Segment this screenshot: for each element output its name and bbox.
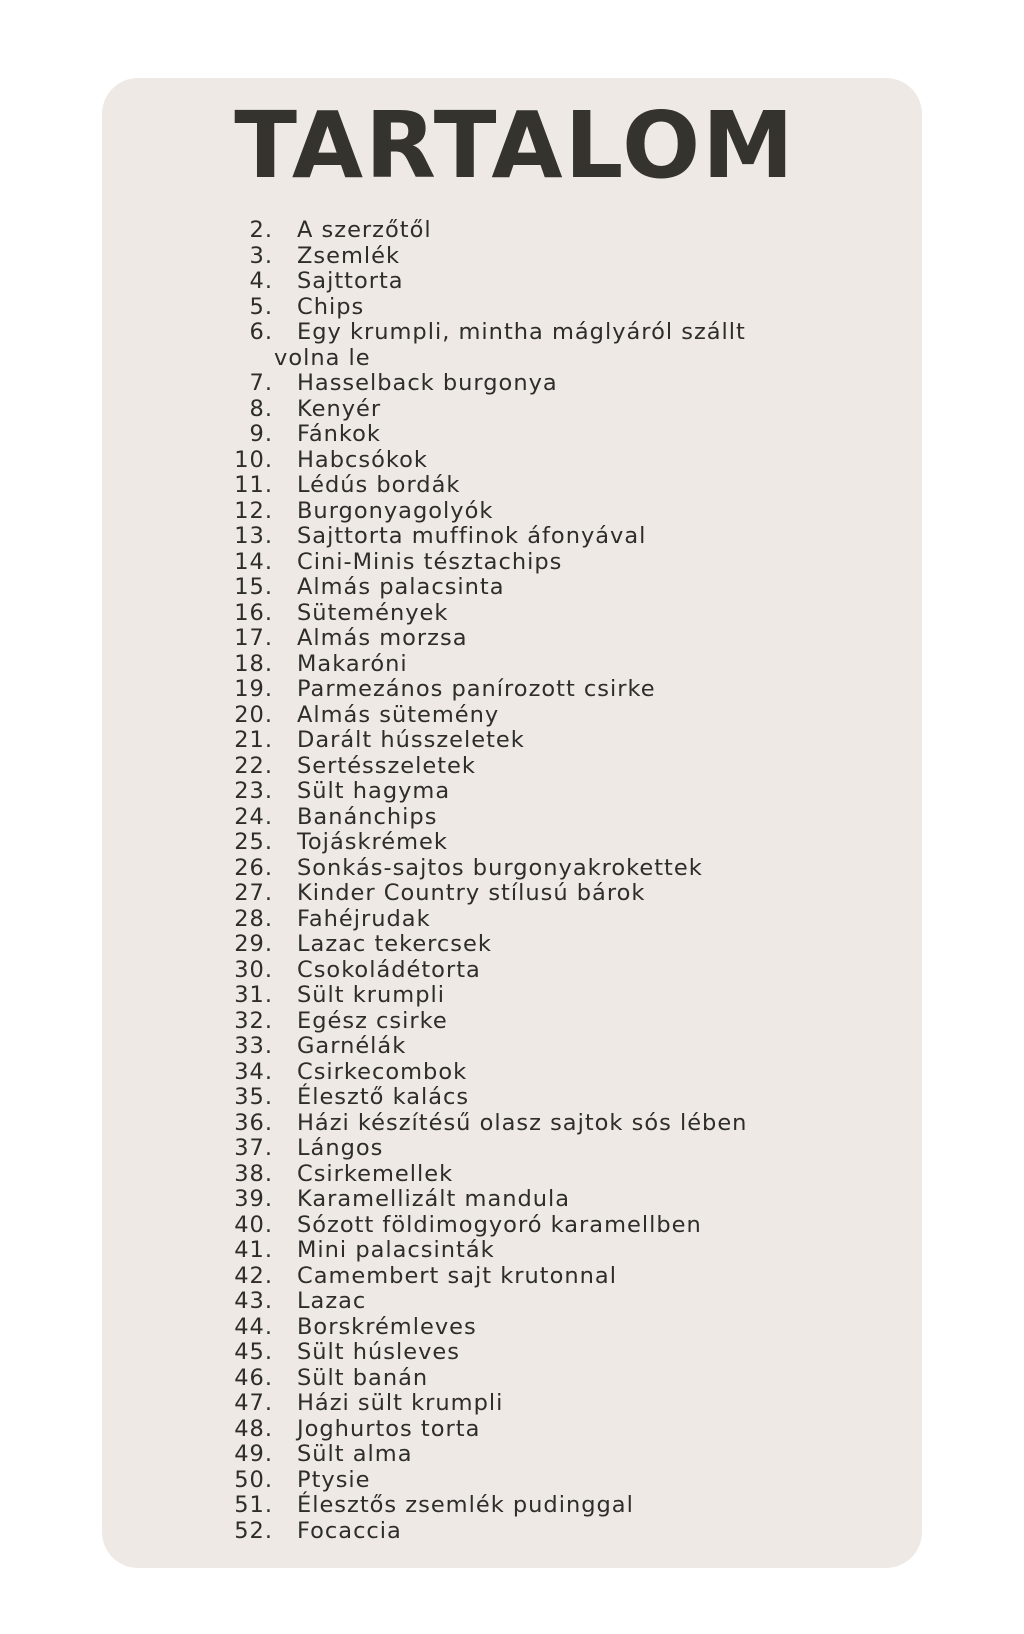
toc-item-label: Egy krumpli, mintha máglyáról szállt (297, 319, 746, 345)
toc-item-label: Focaccia (297, 1517, 402, 1544)
toc-item-number: 49. (234, 1441, 273, 1467)
toc-item-number: 34. (234, 1058, 273, 1085)
toc-item (0, 958, 1024, 984)
toc-item-number: 17. (234, 625, 273, 651)
toc-item (0, 1009, 1024, 1035)
toc-item (0, 856, 1024, 882)
toc-item-number: 4. (249, 268, 273, 294)
toc-item-label: Sütemények (297, 599, 449, 626)
toc-item-number: 46. (234, 1364, 273, 1391)
toc-item-label: Makaróni (297, 650, 408, 677)
toc-item (0, 499, 1024, 525)
toc-item (0, 703, 1024, 729)
toc-item-number: 27. (234, 880, 273, 906)
toc-item-number: 19. (234, 676, 273, 702)
toc-item (0, 601, 1024, 627)
toc-item (0, 1162, 1024, 1188)
toc-item (0, 397, 1024, 423)
toc-item-number: 45. (234, 1339, 273, 1365)
toc-item (0, 1366, 1024, 1392)
toc-item-number: 22. (234, 752, 273, 779)
toc-item-number: 41. (234, 1237, 273, 1263)
toc-item-label: Burgonyagolyók (297, 497, 494, 524)
toc-item-number: 26. (234, 854, 273, 881)
toc-item (0, 983, 1024, 1009)
toc-item-label: Kenyér (297, 395, 382, 422)
toc-item-label: Házi készítésű olasz sajtok sós lében (297, 1109, 748, 1136)
toc-item (0, 728, 1024, 754)
toc-item-label: Sonkás-sajtos burgonyakrokettek (297, 854, 703, 881)
toc-item-number: 47. (234, 1390, 273, 1416)
toc-item-number: 42. (234, 1262, 273, 1289)
toc-item-number: 16. (234, 599, 273, 626)
toc-item-number: 5. (249, 293, 273, 320)
toc-item-label: Cini-Minis tésztachips (297, 548, 563, 575)
toc-item-number: 15. (234, 574, 273, 600)
toc-item-number: 13. (234, 523, 273, 549)
toc-item-number: 24. (234, 803, 273, 830)
toc-item (0, 1085, 1024, 1111)
table-of-contents (0, 218, 1024, 1544)
toc-item (0, 1264, 1024, 1290)
toc-item-label: Sajttorta muffinok áfonyával (297, 523, 647, 549)
toc-item (0, 1417, 1024, 1443)
toc-item-number: 20. (234, 701, 273, 728)
toc-item-number: 8. (249, 395, 273, 422)
toc-item (0, 1034, 1024, 1060)
toc-item-label: Parmezános panírozott csirke (297, 676, 656, 702)
toc-item (0, 830, 1024, 856)
toc-item-label: Ptysie (297, 1466, 371, 1493)
toc-item-label: Fahéjrudak (297, 905, 431, 932)
toc-item (0, 575, 1024, 601)
toc-item-label: Lédús bordák (297, 472, 461, 498)
toc-item-label-continuation: volna le (274, 344, 371, 371)
toc-item-number: 23. (234, 778, 273, 804)
toc-item-label: Sült alma (297, 1441, 413, 1467)
toc-item (0, 1289, 1024, 1315)
toc-item-number: 21. (234, 727, 273, 753)
toc-item-number: 51. (234, 1492, 273, 1518)
toc-item (0, 1187, 1024, 1213)
toc-item (0, 448, 1024, 474)
toc-item-number: 43. (234, 1288, 273, 1314)
toc-item (0, 524, 1024, 550)
toc-item (0, 1111, 1024, 1137)
toc-item-label: Sült krumpli (297, 982, 446, 1008)
toc-item (0, 1442, 1024, 1468)
toc-item-number: 2. (249, 217, 273, 243)
toc-item-label: Lángos (297, 1135, 384, 1161)
toc-item-number: 7. (249, 370, 273, 396)
toc-item-number: 29. (234, 931, 273, 957)
toc-item-number: 9. (249, 421, 273, 447)
toc-item-number: 3. (249, 242, 273, 269)
toc-item-number: 14. (234, 548, 273, 575)
toc-item-label: Zsemlék (297, 242, 401, 269)
toc-item-number: 36. (234, 1109, 273, 1136)
toc-item-number: 39. (234, 1186, 273, 1212)
toc-item-number: 37. (234, 1135, 273, 1161)
toc-item-label: Almás palacsinta (297, 574, 505, 600)
toc-item (0, 779, 1024, 805)
toc-item-number: 28. (234, 905, 273, 932)
toc-item-number: 6. (249, 319, 273, 345)
toc-item-label: Fánkok (297, 421, 381, 447)
toc-item (0, 473, 1024, 499)
toc-item-label: Tojáskrémek (297, 829, 448, 855)
toc-item (0, 932, 1024, 958)
toc-item (0, 295, 1024, 321)
toc-item-label: Borskrémleves (297, 1313, 477, 1340)
toc-item-label: Karamellizált mandula (297, 1186, 571, 1212)
toc-item (0, 1213, 1024, 1239)
toc-item-label: Almás morzsa (297, 625, 468, 651)
toc-item (0, 218, 1024, 244)
page-title: TARTALOM (234, 92, 796, 199)
toc-item (0, 881, 1024, 907)
toc-item-label: Sült banán (297, 1364, 429, 1391)
toc-item-number: 35. (234, 1084, 273, 1110)
toc-item (0, 550, 1024, 576)
toc-item-number: 18. (234, 650, 273, 677)
toc-item (0, 805, 1024, 831)
toc-item (0, 1315, 1024, 1341)
toc-item (0, 626, 1024, 652)
toc-item (0, 244, 1024, 270)
toc-item (0, 1136, 1024, 1162)
toc-item (0, 1238, 1024, 1264)
toc-item (0, 907, 1024, 933)
toc-item-label: Almás sütemény (297, 701, 500, 728)
toc-item-label: Csirkemellek (297, 1160, 454, 1187)
toc-item-label: Hasselback burgonya (297, 370, 558, 396)
toc-item-label: Egész csirke (297, 1007, 448, 1034)
toc-item-label: Garnélák (297, 1033, 407, 1059)
toc-item-label: Sajttorta (297, 268, 404, 294)
toc-item (0, 652, 1024, 678)
toc-item-label: Mini palacsinták (297, 1237, 495, 1263)
toc-item-number: 48. (234, 1415, 273, 1442)
toc-item-number: 12. (234, 497, 273, 524)
toc-item (0, 320, 1024, 371)
toc-item-label: A szerzőtől (297, 217, 432, 243)
toc-item (0, 422, 1024, 448)
toc-item-label: Kinder Country stílusú bárok (297, 880, 646, 906)
toc-item-number: 33. (234, 1033, 273, 1059)
toc-item-label: Habcsókok (297, 446, 428, 473)
toc-item-number: 38. (234, 1160, 273, 1187)
toc-item (0, 754, 1024, 780)
toc-item-label: Házi sült krumpli (297, 1390, 504, 1416)
toc-item-label: Csokoládétorta (297, 956, 481, 983)
toc-item (0, 269, 1024, 295)
toc-item-label: Élesztő kalács (297, 1084, 470, 1110)
toc-item-label: Lazac (297, 1288, 367, 1314)
toc-item-number: 11. (234, 472, 273, 498)
toc-item-number: 50. (234, 1466, 273, 1493)
toc-item-label: Sült hagyma (297, 778, 451, 804)
toc-item-label: Camembert sajt krutonnal (297, 1262, 617, 1289)
toc-item-number: 25. (234, 829, 273, 855)
toc-item-label: Sült húsleves (297, 1339, 460, 1365)
toc-item-number: 52. (234, 1517, 273, 1544)
toc-item (0, 1340, 1024, 1366)
toc-item (0, 1468, 1024, 1494)
toc-item-label: Élesztős zsemlék pudinggal (297, 1492, 634, 1518)
toc-item-number: 31. (234, 982, 273, 1008)
toc-item-number: 32. (234, 1007, 273, 1034)
toc-item-label: Chips (297, 293, 365, 320)
toc-item (0, 677, 1024, 703)
toc-item (0, 371, 1024, 397)
toc-item-label: Csirkecombok (297, 1058, 468, 1085)
toc-item-number: 30. (234, 956, 273, 983)
toc-item (0, 1060, 1024, 1086)
toc-item-label: Banánchips (297, 803, 438, 830)
toc-item-label: Lazac tekercsek (297, 931, 492, 957)
toc-item (0, 1519, 1024, 1545)
toc-item-number: 44. (234, 1313, 273, 1340)
toc-item-label: Darált hússzeletek (297, 727, 525, 753)
toc-item (0, 1493, 1024, 1519)
toc-item-number: 10. (234, 446, 273, 473)
toc-item-label: Sertésszeletek (297, 752, 476, 779)
toc-item-label: Joghurtos torta (297, 1415, 481, 1442)
toc-item (0, 1391, 1024, 1417)
toc-item-label: Sózott földimogyoró karamellben (297, 1211, 702, 1238)
toc-item-number: 40. (234, 1211, 273, 1238)
